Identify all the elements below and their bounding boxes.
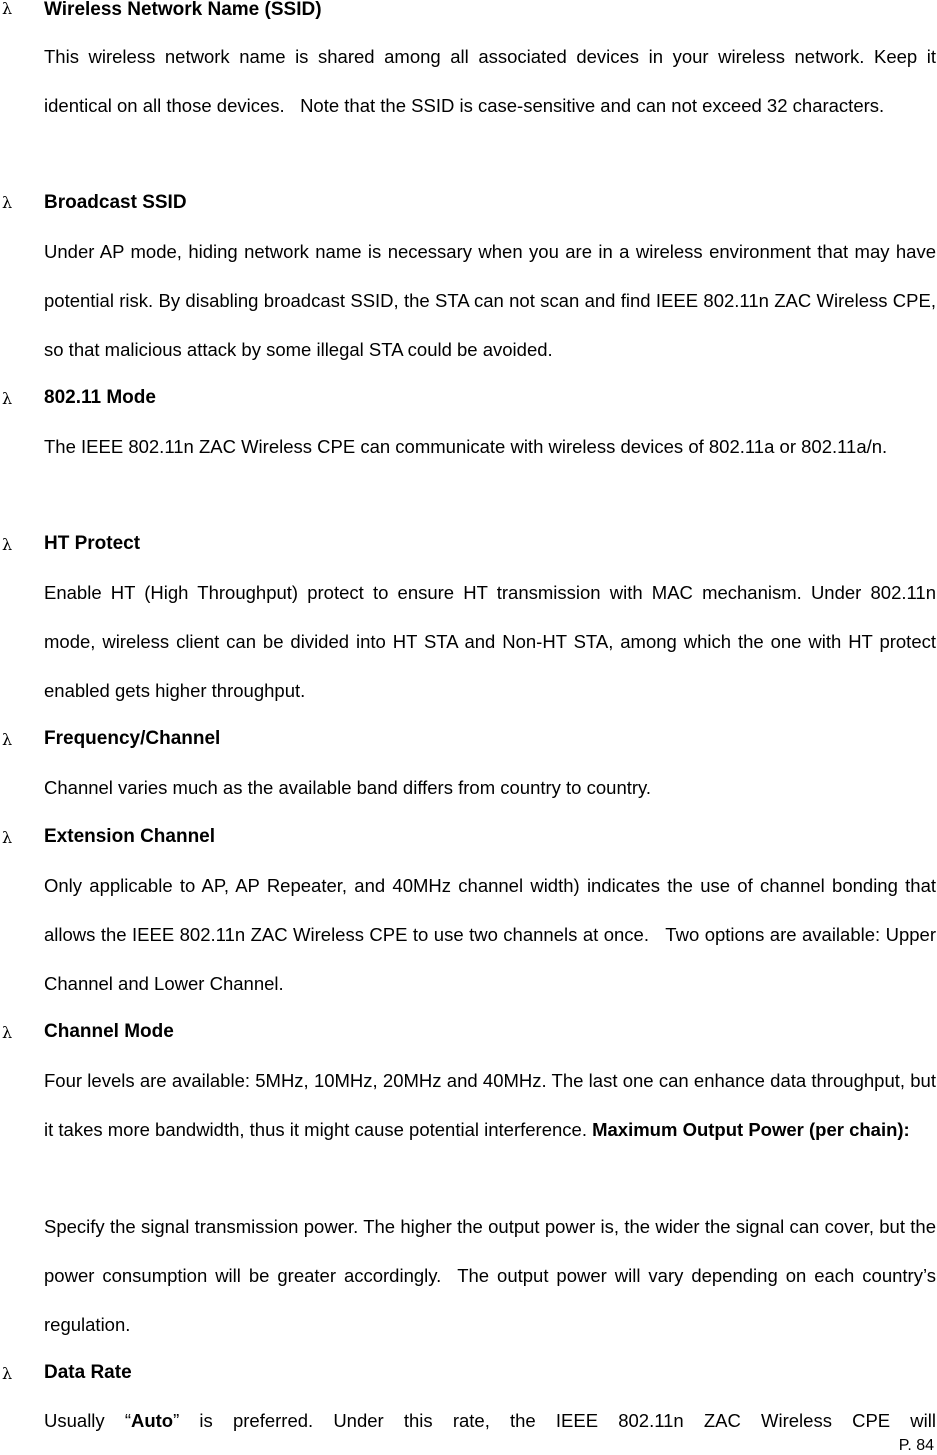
section-heading: Extension Channel xyxy=(44,826,216,847)
body-suffix: ” is preferred. Under this rate, the IEEE 802.11n ZAC Wireless CPE will xyxy=(173,1410,936,1431)
section-heading: Data Rate xyxy=(44,1362,132,1383)
section-body xyxy=(44,1057,936,1155)
section-body xyxy=(44,1397,936,1446)
bullet-marker: λ xyxy=(2,730,13,749)
bullet-marker: λ xyxy=(2,535,13,554)
section-body: Specify the signal transmission power. The higher the output power is, the wider the signal can cover, but the power consumption will be greater accordingly. The output power will vary depending on each country’s regulation. xyxy=(44,1216,936,1335)
bullet-marker: λ xyxy=(2,0,13,18)
bullet-marker: λ xyxy=(2,1364,13,1383)
bullet-marker: λ xyxy=(2,1023,13,1042)
page-number: P. 84 xyxy=(898,1437,934,1454)
section-body: The IEEE 802.11n ZAC Wireless CPE can communicate with wireless devices of 802.11a or 802.11a/n. xyxy=(44,436,888,457)
section-body: Only applicable to AP, AP Repeater, and 40MHz channel width) indicates the use of channel bonding that allows the IEEE 802.11n ZAC Wireless CPE to use two channels at once. Two options are available: Upper Channel and Lower Channel. xyxy=(44,875,936,994)
section-heading: Wireless Network Name (SSID) xyxy=(44,0,322,20)
section-heading: Channel Mode xyxy=(44,1021,174,1042)
section-body-text: Four levels are available: 5MHz, 10MHz, 20MHz and 40MHz. The last one can enhance data throughput, but it takes more bandwidth, thus it might cause potential interference. xyxy=(44,1070,936,1140)
section-body: Channel varies much as the available band differs from country to country. xyxy=(44,777,652,798)
bullet-marker: λ xyxy=(2,828,13,847)
inline-heading-max-output-power: Maximum Output Power (per chain): xyxy=(592,1118,910,1140)
bullet-marker: λ xyxy=(2,193,13,212)
section-body: This wireless network name is shared among all associated devices in your wireless network. Keep it identical on all those devices. Note that the SSID is case-sensitive and can not exceed 32 characters. xyxy=(44,46,936,116)
section-body: Under AP mode, hiding network name is necessary when you are in a wireless environment that may have potential risk. By disabling broadcast SSID, the STA can not scan and find IEEE 802.11n ZAC Wireless CPE, so that malicious attack by some illegal STA could be avoided. xyxy=(44,241,936,360)
body-bold-auto: Auto xyxy=(130,1410,174,1431)
bullet-marker: λ xyxy=(2,389,13,408)
section-heading: 802.11 Mode xyxy=(44,387,156,408)
body-prefix: Usually “ xyxy=(44,1410,131,1431)
section-heading: Broadcast SSID xyxy=(44,192,187,213)
section-body: Enable HT (High Throughput) protect to ensure HT transmission with MAC mechanism. Under 802.11n mode, wireless client can be divided into HT STA and Non-HT STA, among which the one with HT protect enabled gets higher throughput. xyxy=(44,582,936,701)
section-heading: HT Protect xyxy=(44,533,141,554)
section-heading: Frequency/Channel xyxy=(44,728,221,749)
